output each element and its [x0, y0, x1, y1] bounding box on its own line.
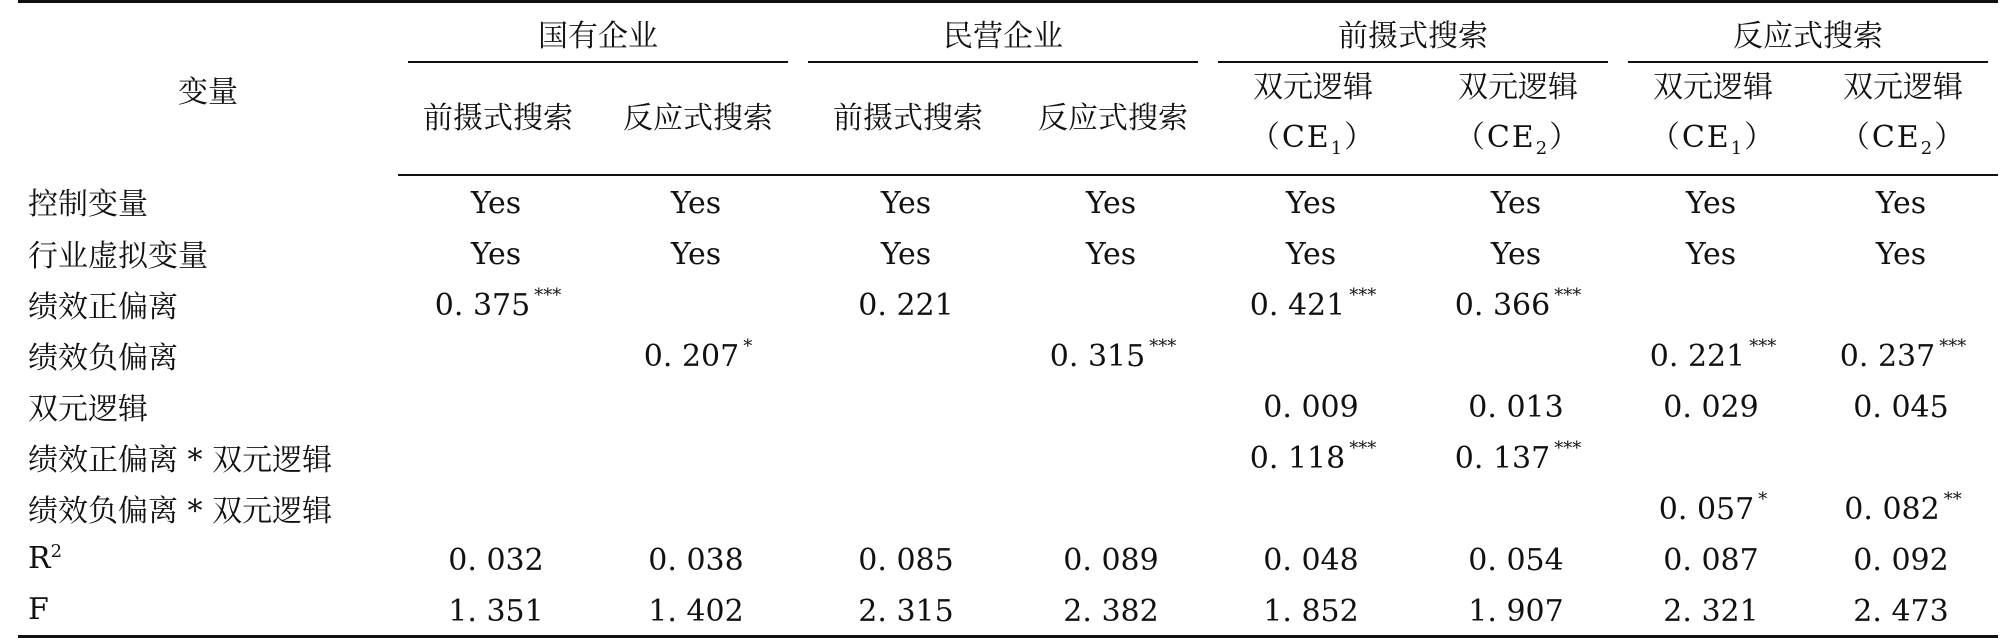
- cell-value: Yes: [1490, 236, 1542, 272]
- table-cell: [1018, 278, 1208, 329]
- table-cell: [598, 482, 798, 533]
- significance-stars: *: [743, 335, 753, 357]
- row-label: 绩效正偏离: [28, 289, 178, 325]
- table-cell: [1418, 278, 1618, 329]
- table-cell: [1418, 175, 1618, 227]
- table-cell: [1418, 329, 1618, 380]
- table-cell: [798, 175, 1018, 227]
- group-header: 前摄式搜索: [1208, 2, 1618, 64]
- cell-value: 0. 237: [1839, 338, 1936, 374]
- cell-value: 1. 852: [1263, 593, 1359, 629]
- table-cell: [1808, 533, 1998, 584]
- cell-value: Yes: [670, 236, 722, 272]
- significance-stars: ***: [534, 284, 562, 306]
- table-cell: [598, 380, 798, 431]
- table-cell: [1208, 482, 1418, 533]
- cell-value: 2. 315: [858, 593, 954, 629]
- table-cell: [1618, 227, 1808, 278]
- cell-value: 0. 375: [434, 287, 531, 323]
- significance-stars: ***: [1149, 335, 1177, 357]
- cell-value: Yes: [880, 236, 932, 272]
- cell-value: 0. 013: [1468, 389, 1564, 425]
- table-cell: [598, 533, 798, 584]
- group-header: 国有企业: [398, 2, 798, 64]
- row-label: $R^2$: [28, 541, 63, 576]
- table-cell: [1418, 431, 1618, 482]
- cell-value: 0. 048: [1263, 542, 1359, 578]
- cell-value: 0. 085: [858, 542, 954, 578]
- table-cell: [1018, 227, 1208, 278]
- group-header: 民营企业: [798, 2, 1208, 64]
- significance-stars: ***: [1554, 284, 1582, 306]
- table-cell: [1808, 278, 1998, 329]
- cell-value: Yes: [670, 185, 722, 221]
- table-row: [18, 380, 1998, 431]
- cell-value: 0. 221: [1649, 338, 1746, 374]
- table-cell: [798, 227, 1018, 278]
- table-cell: [398, 329, 598, 380]
- table-cell: [398, 278, 598, 329]
- table-cell: [598, 227, 798, 278]
- cell-value: Yes: [470, 236, 522, 272]
- table-cell: [1418, 482, 1618, 533]
- cell-value: 0. 045: [1853, 389, 1949, 425]
- significance-stars: **: [1943, 488, 1962, 510]
- cell-value: 0. 089: [1063, 542, 1159, 578]
- row-label: 行业虚拟变量: [28, 238, 208, 274]
- table-cell: [1808, 431, 1998, 482]
- table-cell: [1018, 584, 1208, 637]
- cell-value: Yes: [1490, 185, 1542, 221]
- cell-value: Yes: [1685, 236, 1737, 272]
- table-cell: [398, 533, 598, 584]
- cell-value: 2. 382: [1063, 593, 1159, 629]
- table-cell: [1208, 175, 1418, 227]
- table-cell: [1018, 175, 1208, 227]
- variable-header: 变量: [18, 2, 398, 176]
- table-cell: [798, 431, 1018, 482]
- table-cell: [1018, 431, 1208, 482]
- table-cell: [398, 380, 598, 431]
- table-cell: [1208, 533, 1418, 584]
- table-cell: [1618, 380, 1808, 431]
- table-cell: [398, 584, 598, 637]
- table-cell: [598, 329, 798, 380]
- cell-value: 1. 351: [448, 593, 544, 629]
- table-row: [18, 584, 1998, 637]
- cell-value: 0. 137: [1454, 440, 1551, 476]
- significance-stars: ***: [1554, 437, 1582, 459]
- table-cell: [798, 584, 1018, 637]
- table-body: [18, 175, 1998, 637]
- column-header: 双元逻辑 $(CE_2)$: [1808, 63, 1998, 175]
- table-cell: [1808, 380, 1998, 431]
- table-cell: [1018, 482, 1208, 533]
- table-cell: [1208, 278, 1418, 329]
- cell-value: Yes: [470, 185, 522, 221]
- column-header: 反应式搜索: [598, 63, 798, 175]
- table-cell: [398, 227, 598, 278]
- table-cell: [1018, 329, 1208, 380]
- cell-value: Yes: [1685, 185, 1737, 221]
- cell-value: Yes: [1085, 185, 1137, 221]
- table-row: [18, 278, 1998, 329]
- cell-value: 0. 315: [1049, 338, 1146, 374]
- table-cell: [398, 431, 598, 482]
- row-label: 绩效负偏离: [28, 340, 178, 376]
- regression-table: [18, 0, 1998, 638]
- table-cell: [598, 431, 798, 482]
- table-cell: [598, 175, 798, 227]
- cell-value: 1. 907: [1468, 593, 1564, 629]
- table-cell: [798, 278, 1018, 329]
- table-cell: [798, 329, 1018, 380]
- table-cell: [598, 278, 798, 329]
- table-cell: [398, 482, 598, 533]
- table-cell: [1618, 533, 1808, 584]
- cell-value: 0. 082: [1844, 491, 1940, 527]
- table-cell: [1018, 533, 1208, 584]
- table-cell: [1808, 227, 1998, 278]
- table-cell: [1208, 584, 1418, 637]
- cell-value: 0. 032: [448, 542, 544, 578]
- column-header: 前摄式搜索: [798, 63, 1018, 175]
- cell-value: 0. 221: [858, 287, 954, 323]
- table-cell: [1208, 380, 1418, 431]
- table-cell: [798, 482, 1018, 533]
- table-cell: [398, 175, 598, 227]
- column-header: 反应式搜索: [1018, 63, 1208, 175]
- table-cell: [1208, 431, 1418, 482]
- table-cell: [1808, 482, 1998, 533]
- table-cell: [1618, 584, 1808, 637]
- table-cell: [798, 380, 1018, 431]
- significance-stars: *: [1758, 488, 1768, 510]
- cell-value: 0. 092: [1853, 542, 1949, 578]
- cell-value: 2. 321: [1663, 593, 1759, 629]
- table-cell: [1618, 278, 1808, 329]
- cell-value: 0. 366: [1454, 287, 1551, 323]
- table-cell: [1418, 584, 1618, 637]
- column-header: 双元逻辑 $(CE_1)$: [1208, 63, 1418, 175]
- cell-value: 0. 087: [1663, 542, 1759, 578]
- significance-stars: ***: [1749, 335, 1777, 357]
- cell-value: 0. 009: [1263, 389, 1359, 425]
- cell-value: 0. 038: [648, 542, 744, 578]
- cell-value: 0. 421: [1249, 287, 1346, 323]
- cell-value: 0. 057: [1658, 491, 1755, 527]
- group-header-row: [18, 2, 1998, 64]
- cell-value: 0. 054: [1468, 542, 1564, 578]
- cell-value: Yes: [1875, 236, 1927, 272]
- table-cell: [1418, 227, 1618, 278]
- row-label: 绩效负偏离 * 双元逻辑: [28, 493, 333, 529]
- row-label: 绩效正偏离 * 双元逻辑: [28, 442, 333, 478]
- table-cell: [1418, 380, 1618, 431]
- column-header: 双元逻辑 $(CE_2)$: [1418, 63, 1618, 175]
- table-cell: [1208, 329, 1418, 380]
- table-row: [18, 431, 1998, 482]
- cell-value: 0. 118: [1249, 440, 1346, 476]
- table-row: [18, 482, 1998, 533]
- significance-stars: ***: [1349, 284, 1377, 306]
- table-cell: [1618, 175, 1808, 227]
- cell-value: Yes: [1285, 185, 1337, 221]
- table-cell: [1618, 329, 1808, 380]
- table-cell: [1018, 380, 1208, 431]
- cell-value: 2. 473: [1853, 593, 1949, 629]
- cell-value: 1. 402: [648, 593, 744, 629]
- table-cell: [598, 584, 798, 637]
- table-row: [18, 175, 1998, 227]
- row-label: F: [18, 584, 398, 637]
- table-cell: [1208, 227, 1418, 278]
- table-cell: [1618, 431, 1808, 482]
- table-cell: [1418, 533, 1618, 584]
- cell-value: 0. 029: [1663, 389, 1759, 425]
- significance-stars: ***: [1349, 437, 1377, 459]
- table-cell: [1808, 175, 1998, 227]
- cell-value: Yes: [880, 185, 932, 221]
- cell-value: Yes: [1285, 236, 1337, 272]
- row-label: 控制变量: [28, 187, 148, 222]
- cell-value: 0. 207: [643, 338, 740, 374]
- column-header: 前摄式搜索: [398, 63, 598, 175]
- significance-stars: ***: [1939, 335, 1967, 357]
- table-row: [18, 533, 1998, 584]
- table-row: [18, 329, 1998, 380]
- table-cell: [1808, 329, 1998, 380]
- table-cell: [1618, 482, 1808, 533]
- table-row: [18, 227, 1998, 278]
- row-label: 双元逻辑: [28, 391, 148, 427]
- table-cell: [798, 533, 1018, 584]
- cell-value: Yes: [1875, 185, 1927, 221]
- table-cell: [1808, 584, 1998, 637]
- group-header: 反应式搜索: [1618, 2, 1998, 64]
- column-header: 双元逻辑 $(CE_1)$: [1618, 63, 1808, 175]
- cell-value: Yes: [1085, 236, 1137, 272]
